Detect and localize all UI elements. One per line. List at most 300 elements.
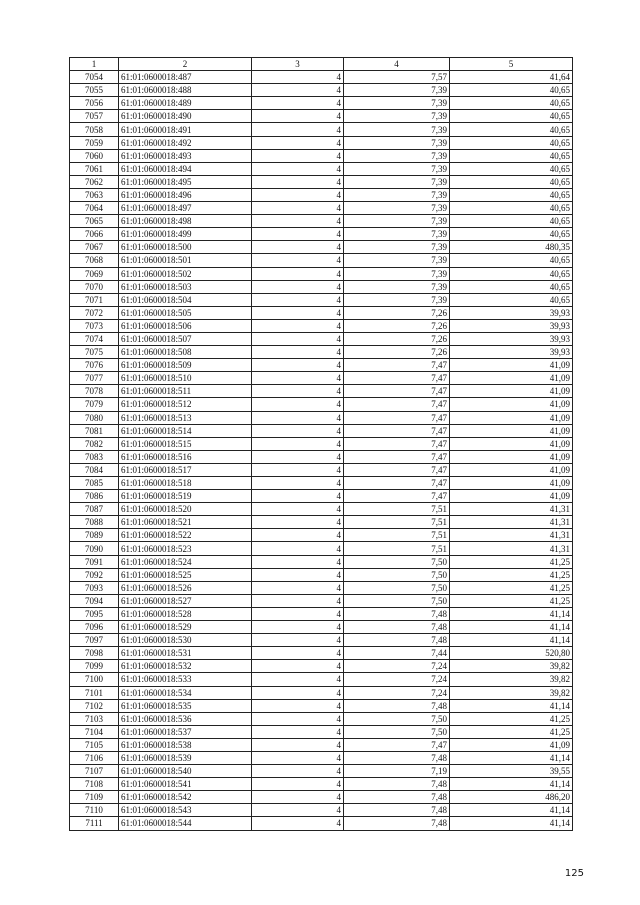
column-4-cell: 7,48 [344, 751, 450, 764]
column-3-cell: 4 [252, 346, 344, 359]
column-5-cell: 40,65 [450, 228, 573, 241]
column-4-cell: 7,48 [344, 634, 450, 647]
column-4-cell: 7,48 [344, 621, 450, 634]
cadastral-number-cell: 61:01:0600018:507 [119, 332, 252, 345]
column-4-cell: 7,51 [344, 529, 450, 542]
table-row [70, 765, 573, 778]
column-3-cell: 4 [252, 188, 344, 201]
row-number-cell: 7095 [70, 607, 119, 620]
table-row [70, 293, 573, 306]
column-3-cell: 4 [252, 765, 344, 778]
column-3-cell: 4 [252, 136, 344, 149]
column-5-cell: 480,35 [450, 241, 573, 254]
column-4-cell: 7,39 [344, 175, 450, 188]
table-row [70, 346, 573, 359]
table-row [70, 568, 573, 581]
column-header-1: 1 [70, 58, 119, 71]
cadastral-number-cell: 61:01:0600018:487 [119, 71, 252, 84]
column-5-cell: 40,65 [450, 84, 573, 97]
column-5-cell: 41,09 [450, 385, 573, 398]
cadastral-number-cell: 61:01:0600018:538 [119, 738, 252, 751]
row-number-cell: 7108 [70, 778, 119, 791]
row-number-cell: 7070 [70, 280, 119, 293]
row-number-cell: 7087 [70, 503, 119, 516]
column-3-cell: 4 [252, 372, 344, 385]
column-5-cell: 39,82 [450, 686, 573, 699]
column-3-cell: 4 [252, 699, 344, 712]
table-row [70, 660, 573, 673]
row-number-cell: 7068 [70, 254, 119, 267]
column-4-cell: 7,50 [344, 712, 450, 725]
column-5-cell: 40,65 [450, 202, 573, 215]
column-3-cell: 4 [252, 332, 344, 345]
column-5-cell: 41,09 [450, 424, 573, 437]
cadastral-number-cell: 61:01:0600018:541 [119, 778, 252, 791]
cadastral-number-cell: 61:01:0600018:489 [119, 97, 252, 110]
cadastral-number-cell: 61:01:0600018:502 [119, 267, 252, 280]
column-3-cell: 4 [252, 673, 344, 686]
column-5-cell: 41,14 [450, 699, 573, 712]
column-4-cell: 7,48 [344, 791, 450, 804]
column-3-cell: 4 [252, 424, 344, 437]
column-3-cell: 4 [252, 490, 344, 503]
column-3-cell: 4 [252, 477, 344, 490]
column-4-cell: 7,39 [344, 149, 450, 162]
table-row [70, 791, 573, 804]
column-4-cell: 7,47 [344, 450, 450, 463]
cadastral-number-cell: 61:01:0600018:543 [119, 804, 252, 817]
column-4-cell: 7,50 [344, 568, 450, 581]
row-number-cell: 7055 [70, 84, 119, 97]
column-4-cell: 7,51 [344, 503, 450, 516]
cadastral-number-cell: 61:01:0600018:514 [119, 424, 252, 437]
table-body [70, 71, 573, 830]
row-number-cell: 7076 [70, 359, 119, 372]
cadastral-number-cell: 61:01:0600018:519 [119, 490, 252, 503]
column-4-cell: 7,24 [344, 673, 450, 686]
row-number-cell: 7080 [70, 411, 119, 424]
page-number: 125 [564, 868, 584, 879]
column-4-cell: 7,50 [344, 725, 450, 738]
row-number-cell: 7094 [70, 594, 119, 607]
table-row [70, 594, 573, 607]
cadastral-number-cell: 61:01:0600018:506 [119, 319, 252, 332]
row-number-cell: 7092 [70, 568, 119, 581]
row-number-cell: 7085 [70, 477, 119, 490]
table-row [70, 188, 573, 201]
row-number-cell: 7074 [70, 332, 119, 345]
column-header-3: 3 [252, 58, 344, 71]
table-row [70, 725, 573, 738]
column-5-cell: 41,31 [450, 529, 573, 542]
column-3-cell: 4 [252, 647, 344, 660]
column-5-cell: 40,65 [450, 254, 573, 267]
row-number-cell: 7066 [70, 228, 119, 241]
column-3-cell: 4 [252, 215, 344, 228]
column-5-cell: 40,65 [450, 267, 573, 280]
column-5-cell: 41,09 [450, 463, 573, 476]
cadastral-number-cell: 61:01:0600018:524 [119, 555, 252, 568]
table-row [70, 804, 573, 817]
cadastral-number-cell: 61:01:0600018:530 [119, 634, 252, 647]
column-4-cell: 7,24 [344, 660, 450, 673]
row-number-cell: 7102 [70, 699, 119, 712]
column-5-cell: 41,25 [450, 594, 573, 607]
table-row [70, 175, 573, 188]
column-4-cell: 7,39 [344, 215, 450, 228]
column-5-cell: 41,09 [450, 411, 573, 424]
row-number-cell: 7107 [70, 765, 119, 778]
table-row [70, 503, 573, 516]
table-row [70, 673, 573, 686]
row-number-cell: 7054 [70, 71, 119, 84]
column-4-cell: 7,57 [344, 71, 450, 84]
table-row [70, 149, 573, 162]
cadastral-number-cell: 61:01:0600018:516 [119, 450, 252, 463]
cadastral-number-cell: 61:01:0600018:529 [119, 621, 252, 634]
column-5-cell: 41,25 [450, 568, 573, 581]
table-row [70, 738, 573, 751]
column-5-cell: 40,65 [450, 175, 573, 188]
column-4-cell: 7,47 [344, 477, 450, 490]
table-row [70, 778, 573, 791]
table-row [70, 97, 573, 110]
table-row [70, 162, 573, 175]
column-3-cell: 4 [252, 228, 344, 241]
table-row [70, 555, 573, 568]
row-number-cell: 7091 [70, 555, 119, 568]
cadastral-number-cell: 61:01:0600018:494 [119, 162, 252, 175]
cadastral-number-cell: 61:01:0600018:521 [119, 516, 252, 529]
table-row [70, 477, 573, 490]
column-5-cell: 39,82 [450, 660, 573, 673]
table-row [70, 463, 573, 476]
column-3-cell: 4 [252, 778, 344, 791]
table-row [70, 254, 573, 267]
row-number-cell: 7073 [70, 319, 119, 332]
row-number-cell: 7061 [70, 162, 119, 175]
table-row [70, 110, 573, 123]
cadastral-number-cell: 61:01:0600018:522 [119, 529, 252, 542]
column-header-2: 2 [119, 58, 252, 71]
cadastral-number-cell: 61:01:0600018:515 [119, 437, 252, 450]
column-3-cell: 4 [252, 634, 344, 647]
column-5-cell: 520,80 [450, 647, 573, 660]
cadastral-number-cell: 61:01:0600018:527 [119, 594, 252, 607]
column-4-cell: 7,39 [344, 254, 450, 267]
column-4-cell: 7,26 [344, 346, 450, 359]
table-row [70, 450, 573, 463]
column-4-cell: 7,39 [344, 97, 450, 110]
column-3-cell: 4 [252, 725, 344, 738]
column-3-cell: 4 [252, 503, 344, 516]
cadastral-number-cell: 61:01:0600018:535 [119, 699, 252, 712]
column-5-cell: 39,93 [450, 319, 573, 332]
cadastral-number-cell: 61:01:0600018:540 [119, 765, 252, 778]
column-3-cell: 4 [252, 581, 344, 594]
table-row [70, 280, 573, 293]
column-4-cell: 7,39 [344, 188, 450, 201]
column-3-cell: 4 [252, 306, 344, 319]
row-number-cell: 7103 [70, 712, 119, 725]
column-3-cell: 4 [252, 738, 344, 751]
column-3-cell: 4 [252, 149, 344, 162]
column-5-cell: 41,31 [450, 503, 573, 516]
table-row [70, 490, 573, 503]
column-5-cell: 40,65 [450, 149, 573, 162]
row-number-cell: 7056 [70, 97, 119, 110]
cadastral-number-cell: 61:01:0600018:517 [119, 463, 252, 476]
table-row [70, 372, 573, 385]
column-4-cell: 7,24 [344, 686, 450, 699]
column-3-cell: 4 [252, 254, 344, 267]
column-3-cell: 4 [252, 110, 344, 123]
table-row [70, 306, 573, 319]
table-row [70, 215, 573, 228]
row-number-cell: 7067 [70, 241, 119, 254]
column-4-cell: 7,48 [344, 699, 450, 712]
cadastral-number-cell: 61:01:0600018:533 [119, 673, 252, 686]
row-number-cell: 7104 [70, 725, 119, 738]
column-5-cell: 39,93 [450, 306, 573, 319]
cadastral-number-cell: 61:01:0600018:488 [119, 84, 252, 97]
row-number-cell: 7083 [70, 450, 119, 463]
table-row [70, 202, 573, 215]
table-row [70, 621, 573, 634]
cadastral-number-cell: 61:01:0600018:544 [119, 817, 252, 830]
column-4-cell: 7,50 [344, 581, 450, 594]
column-5-cell: 41,31 [450, 516, 573, 529]
cadastral-number-cell: 61:01:0600018:512 [119, 398, 252, 411]
column-3-cell: 4 [252, 751, 344, 764]
cadastral-number-cell: 61:01:0600018:536 [119, 712, 252, 725]
row-number-cell: 7096 [70, 621, 119, 634]
row-number-cell: 7063 [70, 188, 119, 201]
cadastral-number-cell: 61:01:0600018:537 [119, 725, 252, 738]
column-4-cell: 7,26 [344, 306, 450, 319]
row-number-cell: 7086 [70, 490, 119, 503]
cadastral-number-cell: 61:01:0600018:492 [119, 136, 252, 149]
table-row [70, 437, 573, 450]
column-5-cell: 41,14 [450, 817, 573, 830]
table-row [70, 385, 573, 398]
cadastral-number-cell: 61:01:0600018:528 [119, 607, 252, 620]
column-5-cell: 40,65 [450, 97, 573, 110]
row-number-cell: 7069 [70, 267, 119, 280]
cadastral-number-cell: 61:01:0600018:526 [119, 581, 252, 594]
row-number-cell: 7082 [70, 437, 119, 450]
column-5-cell: 40,65 [450, 123, 573, 136]
column-5-cell: 40,65 [450, 162, 573, 175]
cadastral-number-cell: 61:01:0600018:490 [119, 110, 252, 123]
table-row [70, 634, 573, 647]
column-5-cell: 41,14 [450, 751, 573, 764]
table-row [70, 359, 573, 372]
column-4-cell: 7,47 [344, 738, 450, 751]
column-header-4: 4 [344, 58, 450, 71]
cadastral-number-cell: 61:01:0600018:491 [119, 123, 252, 136]
column-5-cell: 39,82 [450, 673, 573, 686]
row-number-cell: 7105 [70, 738, 119, 751]
column-4-cell: 7,47 [344, 411, 450, 424]
column-4-cell: 7,50 [344, 594, 450, 607]
column-4-cell: 7,47 [344, 437, 450, 450]
table-row [70, 817, 573, 830]
table-row [70, 136, 573, 149]
column-4-cell: 7,39 [344, 84, 450, 97]
column-3-cell: 4 [252, 594, 344, 607]
column-5-cell: 41,25 [450, 712, 573, 725]
row-number-cell: 7101 [70, 686, 119, 699]
table-row [70, 542, 573, 555]
column-4-cell: 7,47 [344, 372, 450, 385]
row-number-cell: 7062 [70, 175, 119, 188]
column-5-cell: 41,25 [450, 581, 573, 594]
row-number-cell: 7097 [70, 634, 119, 647]
column-4-cell: 7,39 [344, 280, 450, 293]
column-3-cell: 4 [252, 817, 344, 830]
table-row [70, 751, 573, 764]
column-3-cell: 4 [252, 804, 344, 817]
row-number-cell: 7081 [70, 424, 119, 437]
column-5-cell: 41,14 [450, 607, 573, 620]
cadastral-number-cell: 61:01:0600018:520 [119, 503, 252, 516]
cadastral-number-cell: 61:01:0600018:505 [119, 306, 252, 319]
cadastral-number-cell: 61:01:0600018:500 [119, 241, 252, 254]
table-row [70, 607, 573, 620]
column-3-cell: 4 [252, 568, 344, 581]
cadastral-number-cell: 61:01:0600018:539 [119, 751, 252, 764]
column-3-cell: 4 [252, 175, 344, 188]
data-table [69, 57, 573, 831]
column-5-cell: 39,93 [450, 332, 573, 345]
cadastral-number-cell: 61:01:0600018:504 [119, 293, 252, 306]
row-number-cell: 7079 [70, 398, 119, 411]
cadastral-number-cell: 61:01:0600018:496 [119, 188, 252, 201]
column-3-cell: 4 [252, 686, 344, 699]
column-3-cell: 4 [252, 385, 344, 398]
column-3-cell: 4 [252, 84, 344, 97]
column-4-cell: 7,47 [344, 490, 450, 503]
column-4-cell: 7,48 [344, 778, 450, 791]
table-row [70, 424, 573, 437]
column-5-cell: 39,55 [450, 765, 573, 778]
column-3-cell: 4 [252, 555, 344, 568]
column-5-cell: 41,25 [450, 555, 573, 568]
column-4-cell: 7,39 [344, 228, 450, 241]
column-3-cell: 4 [252, 398, 344, 411]
row-number-cell: 7060 [70, 149, 119, 162]
table-row [70, 686, 573, 699]
cadastral-number-cell: 61:01:0600018:493 [119, 149, 252, 162]
row-number-cell: 7093 [70, 581, 119, 594]
column-5-cell: 41,64 [450, 71, 573, 84]
column-3-cell: 4 [252, 359, 344, 372]
column-4-cell: 7,47 [344, 463, 450, 476]
cadastral-number-cell: 61:01:0600018:508 [119, 346, 252, 359]
row-number-cell: 7090 [70, 542, 119, 555]
column-4-cell: 7,51 [344, 516, 450, 529]
table-row [70, 516, 573, 529]
column-3-cell: 4 [252, 621, 344, 634]
column-4-cell: 7,51 [344, 542, 450, 555]
column-3-cell: 4 [252, 319, 344, 332]
column-5-cell: 486,20 [450, 791, 573, 804]
column-5-cell: 41,09 [450, 437, 573, 450]
row-number-cell: 7100 [70, 673, 119, 686]
table-row [70, 581, 573, 594]
table-row [70, 712, 573, 725]
cadastral-number-cell: 61:01:0600018:534 [119, 686, 252, 699]
column-4-cell: 7,39 [344, 202, 450, 215]
column-3-cell: 4 [252, 437, 344, 450]
column-3-cell: 4 [252, 293, 344, 306]
column-4-cell: 7,47 [344, 385, 450, 398]
column-5-cell: 40,65 [450, 280, 573, 293]
column-4-cell: 7,19 [344, 765, 450, 778]
column-4-cell: 7,47 [344, 424, 450, 437]
cadastral-number-cell: 61:01:0600018:513 [119, 411, 252, 424]
column-5-cell: 41,09 [450, 477, 573, 490]
row-number-cell: 7057 [70, 110, 119, 123]
row-number-cell: 7064 [70, 202, 119, 215]
column-5-cell: 41,09 [450, 359, 573, 372]
column-3-cell: 4 [252, 712, 344, 725]
column-3-cell: 4 [252, 542, 344, 555]
cadastral-number-cell: 61:01:0600018:511 [119, 385, 252, 398]
column-4-cell: 7,39 [344, 136, 450, 149]
column-3-cell: 4 [252, 607, 344, 620]
column-3-cell: 4 [252, 791, 344, 804]
column-3-cell: 4 [252, 516, 344, 529]
column-4-cell: 7,48 [344, 607, 450, 620]
column-3-cell: 4 [252, 267, 344, 280]
column-3-cell: 4 [252, 529, 344, 542]
column-5-cell: 40,65 [450, 293, 573, 306]
row-number-cell: 7075 [70, 346, 119, 359]
column-4-cell: 7,39 [344, 110, 450, 123]
column-5-cell: 40,65 [450, 188, 573, 201]
column-5-cell: 40,65 [450, 110, 573, 123]
table-row [70, 332, 573, 345]
column-4-cell: 7,26 [344, 319, 450, 332]
column-3-cell: 4 [252, 241, 344, 254]
row-number-cell: 7077 [70, 372, 119, 385]
table-row [70, 267, 573, 280]
column-5-cell: 39,93 [450, 346, 573, 359]
column-4-cell: 7,48 [344, 804, 450, 817]
table-row [70, 241, 573, 254]
table-row [70, 71, 573, 84]
column-4-cell: 7,39 [344, 123, 450, 136]
row-number-cell: 7078 [70, 385, 119, 398]
column-3-cell: 4 [252, 123, 344, 136]
column-3-cell: 4 [252, 97, 344, 110]
row-number-cell: 7099 [70, 660, 119, 673]
row-number-cell: 7106 [70, 751, 119, 764]
table-row [70, 123, 573, 136]
column-5-cell: 41,14 [450, 804, 573, 817]
column-4-cell: 7,47 [344, 398, 450, 411]
row-number-cell: 7071 [70, 293, 119, 306]
cadastral-number-cell: 61:01:0600018:532 [119, 660, 252, 673]
column-3-cell: 4 [252, 660, 344, 673]
cadastral-number-cell: 61:01:0600018:525 [119, 568, 252, 581]
column-3-cell: 4 [252, 162, 344, 175]
column-4-cell: 7,50 [344, 555, 450, 568]
cadastral-number-cell: 61:01:0600018:523 [119, 542, 252, 555]
column-5-cell: 41,09 [450, 738, 573, 751]
